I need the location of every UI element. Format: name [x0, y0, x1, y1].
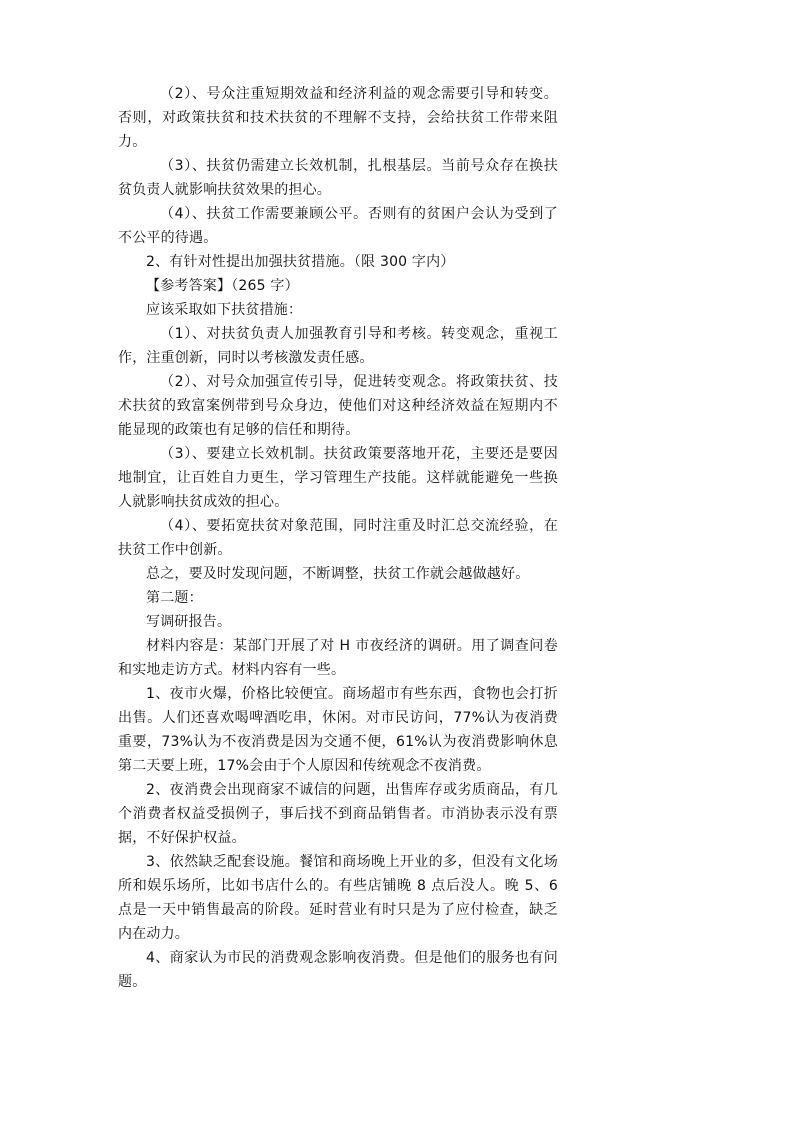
paragraph: 总之，要及时发现问题，不断调整，扶贫工作就会越做越好。 — [146, 566, 530, 582]
paragraph: （2）、对号众加强宣传引导，促进转变观念。将政策扶贫、技术扶贫的致富案例带到号众身边，使他们对这种经济效益在短期内不能显现的政策也有足够的信任和期待。 — [118, 374, 558, 438]
paragraph: 2、夜消费会出现商家不诚信的问题，出售库存或劣质商品，有几个消费者权益受损例子，事后找不到商品销售者。市消协表示没有票据，不好保护权益。 — [118, 782, 558, 846]
paragraph: （3）、要建立长效机制。扶贫政策要落地开花，主要还是要因地制宜，让百姓自力更生，学习管理生产技能。这样就能避免一些换人就影响扶贫成效的担心。 — [118, 446, 558, 510]
question-heading: 2、有针对性提出加强扶贫措施。（限 300 字内） — [146, 254, 455, 270]
document-body — [118, 82, 558, 994]
paragraph: （1）、对扶贫负责人加强教育引导和考核。转变观念，重视工作，注重创新，同时以考核激发责任感。 — [118, 326, 558, 366]
paragraph: 4、商家认为市民的消费观念影响夜消费。但是他们的服务也有问题。 — [118, 950, 558, 990]
paragraph: 写调研报告。 — [146, 614, 232, 630]
paragraph: （4）、要拓宽扶贫对象范围，同时注重及时汇总交流经验，在扶贫工作中创新。 — [118, 518, 558, 558]
paragraph: （3）、扶贫仍需建立长效机制，扎根基层。当前号众存在换扶贫负责人就影响扶贫效果的担心。 — [118, 158, 558, 198]
paragraph: 材料内容是：某部门开展了对 H 市夜经济的调研。用了调查问卷和实地走访方式。材料内容有一些。 — [118, 638, 558, 678]
paragraph: 1、夜市火爆，价格比较便宜。商场超市有些东西，食物也会打折出售。人们还喜欢喝啤酒吃串，休闲。对市民访问，77%认为夜消费重要，73%认为不夜消费是因为交通不便，61%认为夜消费影响休息第二天要上班，17%会由于个人原因和传统观念不夜消费。 — [118, 686, 558, 774]
section-heading: 第二题： — [146, 590, 203, 606]
paragraph: （4）、扶贫工作需要兼顾公平。否则有的贫困户会认为受到了不公平的待遇。 — [118, 206, 558, 246]
reference-answer-label: 【参考答案】（265 字） — [146, 278, 299, 294]
paragraph: 应该采取如下扶贫措施： — [146, 302, 303, 318]
paragraph: 3、依然缺乏配套设施。餐馆和商场晚上开业的多，但没有文化场所和娱乐场所，比如书店什么的。有些店铺晚 8 点后没人。晚 5、6 点是一天中销售最高的阶段。延时营业有时只是为了应付检查，缺乏内在动力。 — [118, 854, 558, 942]
paragraph: （2）、号众注重短期效益和经济利益的观念需要引导和转变。否则，对政策扶贫和技术扶贫的不理解不支持，会给扶贫工作带来阻力。 — [118, 86, 558, 150]
